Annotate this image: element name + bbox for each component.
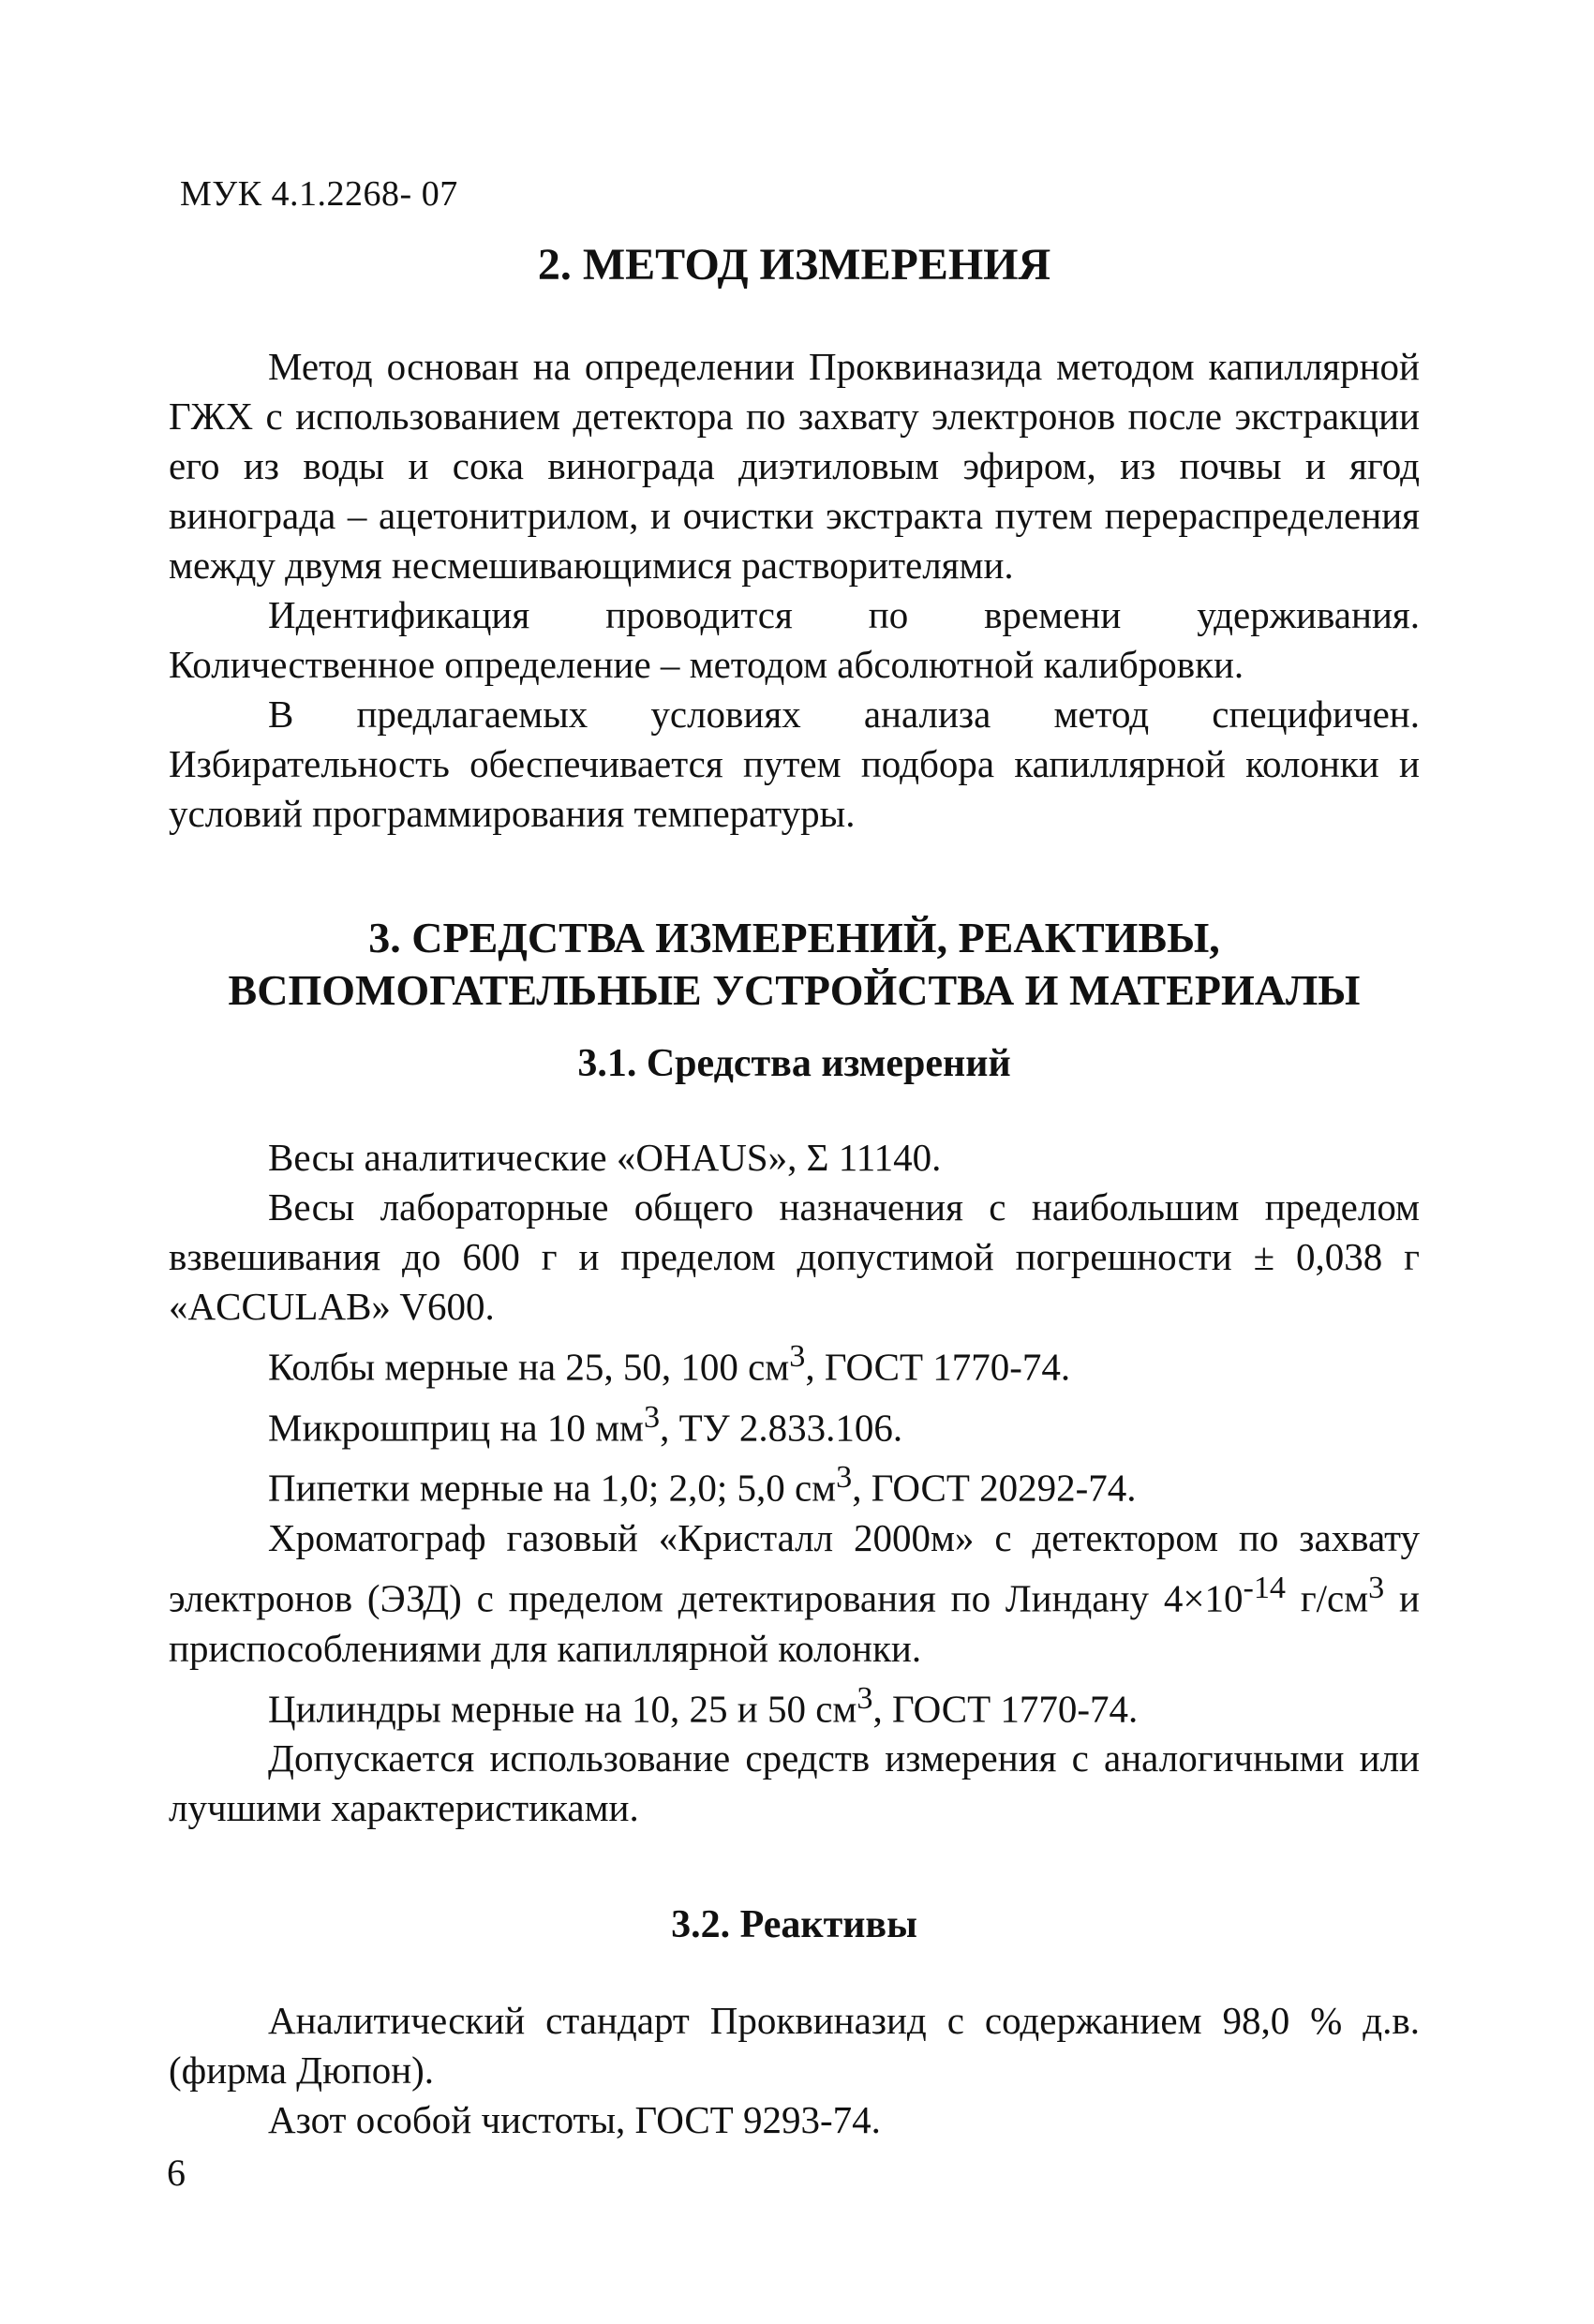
section-3-title-line-1: 3. СРЕДСТВА ИЗМЕРЕНИЙ, РЕАКТИВЫ, xyxy=(368,914,1220,961)
item-pipettes-text: Пипетки мерные на 1,0; 2,0; 5,0 см xyxy=(268,1466,837,1510)
item-flasks-sup: 3 xyxy=(789,1339,806,1374)
section-3-2-title: 3.2. Реактивы xyxy=(671,1903,917,1947)
item-flasks-tail: , ГОСТ 1770-74. xyxy=(805,1345,1071,1389)
item-chromatograph-text: Хроматограф газовый «Кристалл 2000м» с детектором по захвату электронов (ЭЗД) с пределом детектирования по Линдану 4×10 xyxy=(169,1515,1420,1620)
item-cylinders-sup: 3 xyxy=(857,1680,873,1716)
item-scales-analytical: Весы аналитические «OHAUS», Σ 11140. xyxy=(268,1136,942,1179)
item-nitrogen: Азот особой чистоты, ГОСТ 9293-74. xyxy=(268,2098,881,2142)
item-standard: Аналитический стандарт Проквиназид с содержанием 98,0 % д.в. (фирма Дюпон). xyxy=(169,1999,1420,2093)
item-syringe-sup: 3 xyxy=(644,1399,661,1435)
item-cylinders xyxy=(169,1674,1420,1735)
item-syringe xyxy=(169,1393,1420,1453)
item-chromatograph-unit: г/см xyxy=(1286,1576,1369,1620)
item-chromatograph xyxy=(169,1513,1420,1674)
item-flasks xyxy=(169,1332,1420,1393)
section-2-paragraph-specificity: В предлагаемых условиях анализа метод специфичен. Избирательность обеспечивается путем подбора капиллярной колонки и условий программирования температуры. xyxy=(169,693,1420,835)
item-cylinders-tail: , ГОСТ 1770-74. xyxy=(872,1687,1139,1731)
item-chromatograph-tail: и приспособлениями для капиллярной колонки. xyxy=(169,1576,1420,1670)
item-pipettes xyxy=(169,1452,1420,1513)
item-pipettes-tail: , ГОСТ 20292-74. xyxy=(852,1466,1137,1510)
page-number: 6 xyxy=(167,2152,186,2194)
item-chromatograph-unit-sup: 3 xyxy=(1368,1570,1385,1605)
section-3-title xyxy=(169,912,1420,1017)
item-chromatograph-exponent: -14 xyxy=(1243,1570,1287,1605)
section-2-paragraph-method: Метод основан на определении Проквиназида методом капиллярной ГЖХ с использованием детектора по захвату электронов после экстракции его из воды и сока винограда диэтиловым эфиром, из почвы и ягод винограда – ацетонитрилом, и очистки экстракта путем перераспределения между двумя несмешивающимися растворителями. xyxy=(169,345,1420,587)
item-scales-lab: Весы лабораторные общего назначения с наибольшим пределом взвешивания до 600 г и пределом допустимой погрешности ± 0,038 г «ACCULAB» V600. xyxy=(169,1185,1420,1328)
item-flasks-text: Колбы мерные на 25, 50, 100 см xyxy=(268,1345,790,1389)
section-3-1-title: 3.1. Средства измерений xyxy=(577,1042,1011,1085)
item-pipettes-sup: 3 xyxy=(836,1460,853,1496)
document-code: МУК 4.1.2268- 07 xyxy=(180,174,458,214)
section-3-title-line-2: ВСПОМОГАТЕЛЬНЫЕ УСТРОЙСТВА И МАТЕРИАЛЫ xyxy=(228,966,1361,1014)
item-syringe-text: Микрошприц на 10 мм xyxy=(268,1406,644,1450)
item-cylinders-text: Цилиндры мерные на 10, 25 и 50 см xyxy=(268,1687,857,1731)
item-syringe-tail: , ТУ 2.833.106. xyxy=(660,1406,903,1450)
page-content xyxy=(169,239,1420,2145)
section-2-title: 2. МЕТОД ИЗМЕРЕНИЯ xyxy=(537,240,1051,290)
item-allowed: Допускается использование средств измерения с аналогичными или лучшими характеристиками. xyxy=(169,1736,1420,1830)
section-2-paragraph-identification: Идентификация проводится по времени удерживания. Количественное определение – методом абсолютной калибровки. xyxy=(169,593,1420,686)
